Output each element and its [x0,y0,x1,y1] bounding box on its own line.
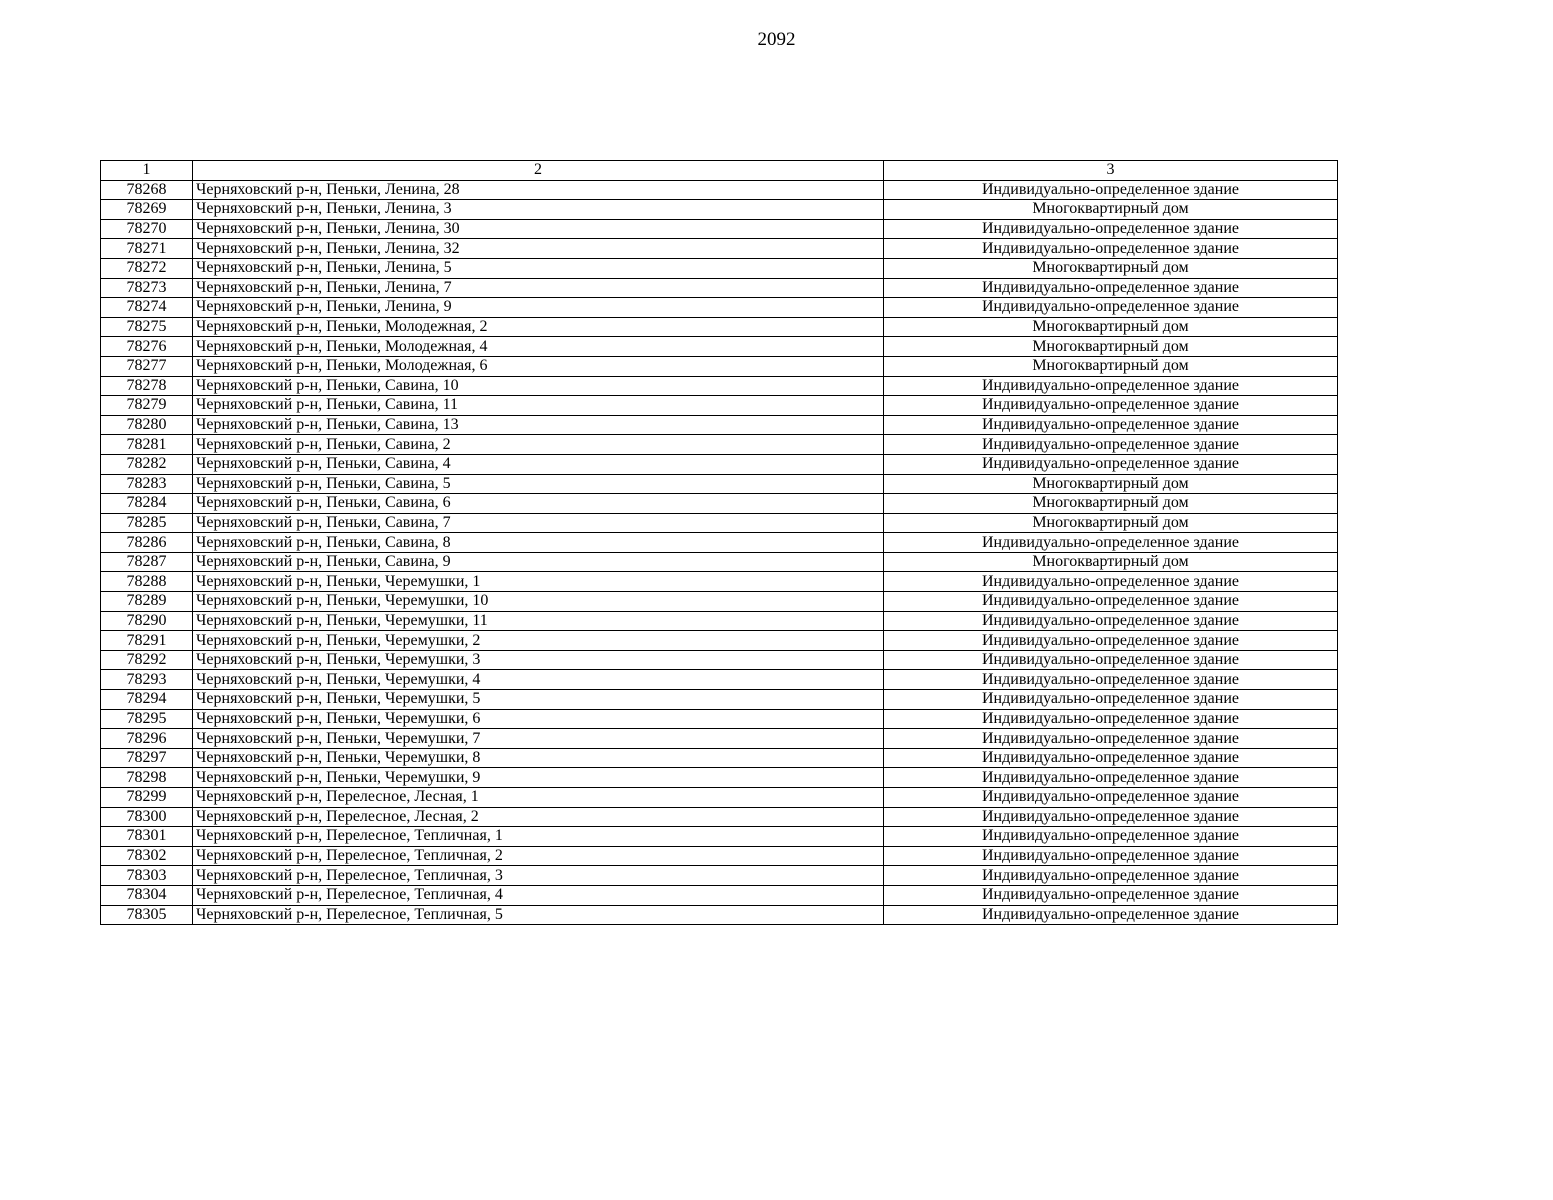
table-row [101,690,1338,710]
object-type-cell: Индивидуально-определенное здание [884,866,1338,886]
address-cell: Черняховский р-н, Перелесное, Тепличная, 3 [193,866,884,886]
address-cell: Черняховский р-н, Перелесное, Тепличная, 1 [193,827,884,847]
table-row [101,239,1338,259]
header-row [101,161,1338,181]
table-row [101,200,1338,220]
table-row [101,768,1338,788]
address-cell: Черняховский р-н, Пеньки, Ленина, 5 [193,258,884,278]
address-cell: Черняховский р-н, Пеньки, Черемушки, 10 [193,592,884,612]
table-row [101,611,1338,631]
row-number-cell: 78291 [101,631,193,651]
table-row [101,631,1338,651]
address-cell: Черняховский р-н, Пеньки, Черемушки, 8 [193,748,884,768]
row-number-cell: 78290 [101,611,193,631]
address-cell: Черняховский р-н, Пеньки, Молодежная, 2 [193,317,884,337]
object-type-cell: Индивидуально-определенное здание [884,709,1338,729]
address-cell: Черняховский р-н, Пеньки, Савина, 11 [193,396,884,416]
object-type-cell: Индивидуально-определенное здание [884,846,1338,866]
object-type-cell: Многоквартирный дом [884,337,1338,357]
table-row [101,454,1338,474]
object-type-cell: Индивидуально-определенное здание [884,788,1338,808]
row-number-cell: 78284 [101,494,193,514]
object-type-cell: Индивидуально-определенное здание [884,885,1338,905]
address-cell: Черняховский р-н, Пеньки, Черемушки, 5 [193,690,884,710]
column-header-2: 2 [193,161,884,181]
object-type-cell: Индивидуально-определенное здание [884,533,1338,553]
object-type-cell: Индивидуально-определенное здание [884,572,1338,592]
object-type-cell: Индивидуально-определенное здание [884,768,1338,788]
address-cell: Черняховский р-н, Пеньки, Черемушки, 1 [193,572,884,592]
row-number-cell: 78277 [101,356,193,376]
address-cell: Черняховский р-н, Пеньки, Ленина, 28 [193,180,884,200]
row-number-cell: 78279 [101,396,193,416]
row-number-cell: 78275 [101,317,193,337]
row-number-cell: 78268 [101,180,193,200]
address-cell: Черняховский р-н, Пеньки, Черемушки, 11 [193,611,884,631]
row-number-cell: 78305 [101,905,193,925]
object-type-cell: Индивидуально-определенное здание [884,180,1338,200]
table-row [101,827,1338,847]
address-cell: Черняховский р-н, Пеньки, Савина, 13 [193,415,884,435]
table-row [101,866,1338,886]
table-row [101,807,1338,827]
table-row [101,298,1338,318]
object-type-cell: Индивидуально-определенное здание [884,239,1338,259]
object-type-cell: Индивидуально-определенное здание [884,905,1338,925]
object-type-cell: Многоквартирный дом [884,494,1338,514]
row-number-cell: 78285 [101,513,193,533]
row-number-cell: 78300 [101,807,193,827]
table-body [101,180,1338,925]
object-type-cell: Индивидуально-определенное здание [884,807,1338,827]
row-number-cell: 78269 [101,200,193,220]
row-number-cell: 78286 [101,533,193,553]
row-number-cell: 78299 [101,788,193,808]
row-number-cell: 78274 [101,298,193,318]
row-number-cell: 78303 [101,866,193,886]
table-row [101,592,1338,612]
table-row [101,258,1338,278]
table-row [101,552,1338,572]
object-type-cell: Индивидуально-определенное здание [884,376,1338,396]
object-type-cell: Индивидуально-определенное здание [884,729,1338,749]
table-row [101,513,1338,533]
table-row [101,356,1338,376]
row-number-cell: 78296 [101,729,193,749]
row-number-cell: 78283 [101,474,193,494]
registry-table [100,160,1338,925]
object-type-cell: Индивидуально-определенное здание [884,415,1338,435]
column-header-3: 3 [884,161,1338,181]
row-number-cell: 78272 [101,258,193,278]
address-cell: Черняховский р-н, Пеньки, Черемушки, 9 [193,768,884,788]
address-cell: Черняховский р-н, Перелесное, Лесная, 1 [193,788,884,808]
table-row [101,572,1338,592]
table-row [101,729,1338,749]
table-row [101,885,1338,905]
row-number-cell: 78293 [101,670,193,690]
object-type-cell: Индивидуально-определенное здание [884,592,1338,612]
table-row [101,180,1338,200]
row-number-cell: 78273 [101,278,193,298]
table-row [101,219,1338,239]
address-cell: Черняховский р-н, Пеньки, Савина, 6 [193,494,884,514]
table-row [101,376,1338,396]
row-number-cell: 78298 [101,768,193,788]
address-cell: Черняховский р-н, Пеньки, Савина, 4 [193,454,884,474]
object-type-cell: Индивидуально-определенное здание [884,650,1338,670]
table-row [101,415,1338,435]
address-cell: Черняховский р-н, Пеньки, Черемушки, 3 [193,650,884,670]
address-cell: Черняховский р-н, Пеньки, Савина, 5 [193,474,884,494]
row-number-cell: 78287 [101,552,193,572]
table-row [101,788,1338,808]
address-cell: Черняховский р-н, Пеньки, Савина, 9 [193,552,884,572]
address-cell: Черняховский р-н, Перелесное, Лесная, 2 [193,807,884,827]
object-type-cell: Многоквартирный дом [884,513,1338,533]
row-number-cell: 78295 [101,709,193,729]
row-number-cell: 78281 [101,435,193,455]
address-cell: Черняховский р-н, Пеньки, Савина, 2 [193,435,884,455]
table-row [101,317,1338,337]
row-number-cell: 78288 [101,572,193,592]
object-type-cell: Многоквартирный дом [884,552,1338,572]
address-cell: Черняховский р-н, Пеньки, Черемушки, 2 [193,631,884,651]
object-type-cell: Индивидуально-определенное здание [884,298,1338,318]
row-number-cell: 78278 [101,376,193,396]
row-number-cell: 78304 [101,885,193,905]
row-number-cell: 78289 [101,592,193,612]
object-type-cell: Индивидуально-определенное здание [884,670,1338,690]
row-number-cell: 78270 [101,219,193,239]
object-type-cell: Многоквартирный дом [884,356,1338,376]
address-cell: Черняховский р-н, Перелесное, Тепличная, 5 [193,905,884,925]
address-cell: Черняховский р-н, Пеньки, Ленина, 30 [193,219,884,239]
row-number-cell: 78280 [101,415,193,435]
table-row [101,670,1338,690]
row-number-cell: 78297 [101,748,193,768]
object-type-cell: Индивидуально-определенное здание [884,454,1338,474]
address-cell: Черняховский р-н, Пеньки, Молодежная, 4 [193,337,884,357]
table-row [101,748,1338,768]
table-row [101,709,1338,729]
row-number-cell: 78271 [101,239,193,259]
address-cell: Черняховский р-н, Пеньки, Ленина, 7 [193,278,884,298]
table-row [101,435,1338,455]
address-cell: Черняховский р-н, Перелесное, Тепличная, 2 [193,846,884,866]
object-type-cell: Индивидуально-определенное здание [884,396,1338,416]
address-cell: Черняховский р-н, Пеньки, Молодежная, 6 [193,356,884,376]
column-header-1: 1 [101,161,193,181]
table-row [101,905,1338,925]
address-cell: Черняховский р-н, Пеньки, Ленина, 3 [193,200,884,220]
page-number: 2092 [757,29,796,50]
address-cell: Черняховский р-н, Пеньки, Черемушки, 4 [193,670,884,690]
address-cell: Черняховский р-н, Пеньки, Черемушки, 7 [193,729,884,749]
table-row [101,494,1338,514]
object-type-cell: Индивидуально-определенное здание [884,690,1338,710]
table-row [101,533,1338,553]
row-number-cell: 78276 [101,337,193,357]
table-row [101,396,1338,416]
row-number-cell: 78292 [101,650,193,670]
address-cell: Черняховский р-н, Пеньки, Ленина, 32 [193,239,884,259]
object-type-cell: Индивидуально-определенное здание [884,748,1338,768]
address-cell: Черняховский р-н, Пеньки, Савина, 8 [193,533,884,553]
table-row [101,650,1338,670]
table-row [101,337,1338,357]
address-cell: Черняховский р-н, Перелесное, Тепличная, 4 [193,885,884,905]
object-type-cell: Индивидуально-определенное здание [884,611,1338,631]
table-row [101,278,1338,298]
object-type-cell: Многоквартирный дом [884,200,1338,220]
object-type-cell: Индивидуально-определенное здание [884,219,1338,239]
object-type-cell: Индивидуально-определенное здание [884,435,1338,455]
row-number-cell: 78294 [101,690,193,710]
object-type-cell: Индивидуально-определенное здание [884,278,1338,298]
row-number-cell: 78301 [101,827,193,847]
row-number-cell: 78302 [101,846,193,866]
object-type-cell: Многоквартирный дом [884,258,1338,278]
address-cell: Черняховский р-н, Пеньки, Ленина, 9 [193,298,884,318]
object-type-cell: Индивидуально-определенное здание [884,827,1338,847]
object-type-cell: Многоквартирный дом [884,474,1338,494]
address-cell: Черняховский р-н, Пеньки, Савина, 7 [193,513,884,533]
table-row [101,474,1338,494]
object-type-cell: Индивидуально-определенное здание [884,631,1338,651]
address-cell: Черняховский р-н, Пеньки, Савина, 10 [193,376,884,396]
object-type-cell: Многоквартирный дом [884,317,1338,337]
table-row [101,846,1338,866]
row-number-cell: 78282 [101,454,193,474]
address-cell: Черняховский р-н, Пеньки, Черемушки, 6 [193,709,884,729]
